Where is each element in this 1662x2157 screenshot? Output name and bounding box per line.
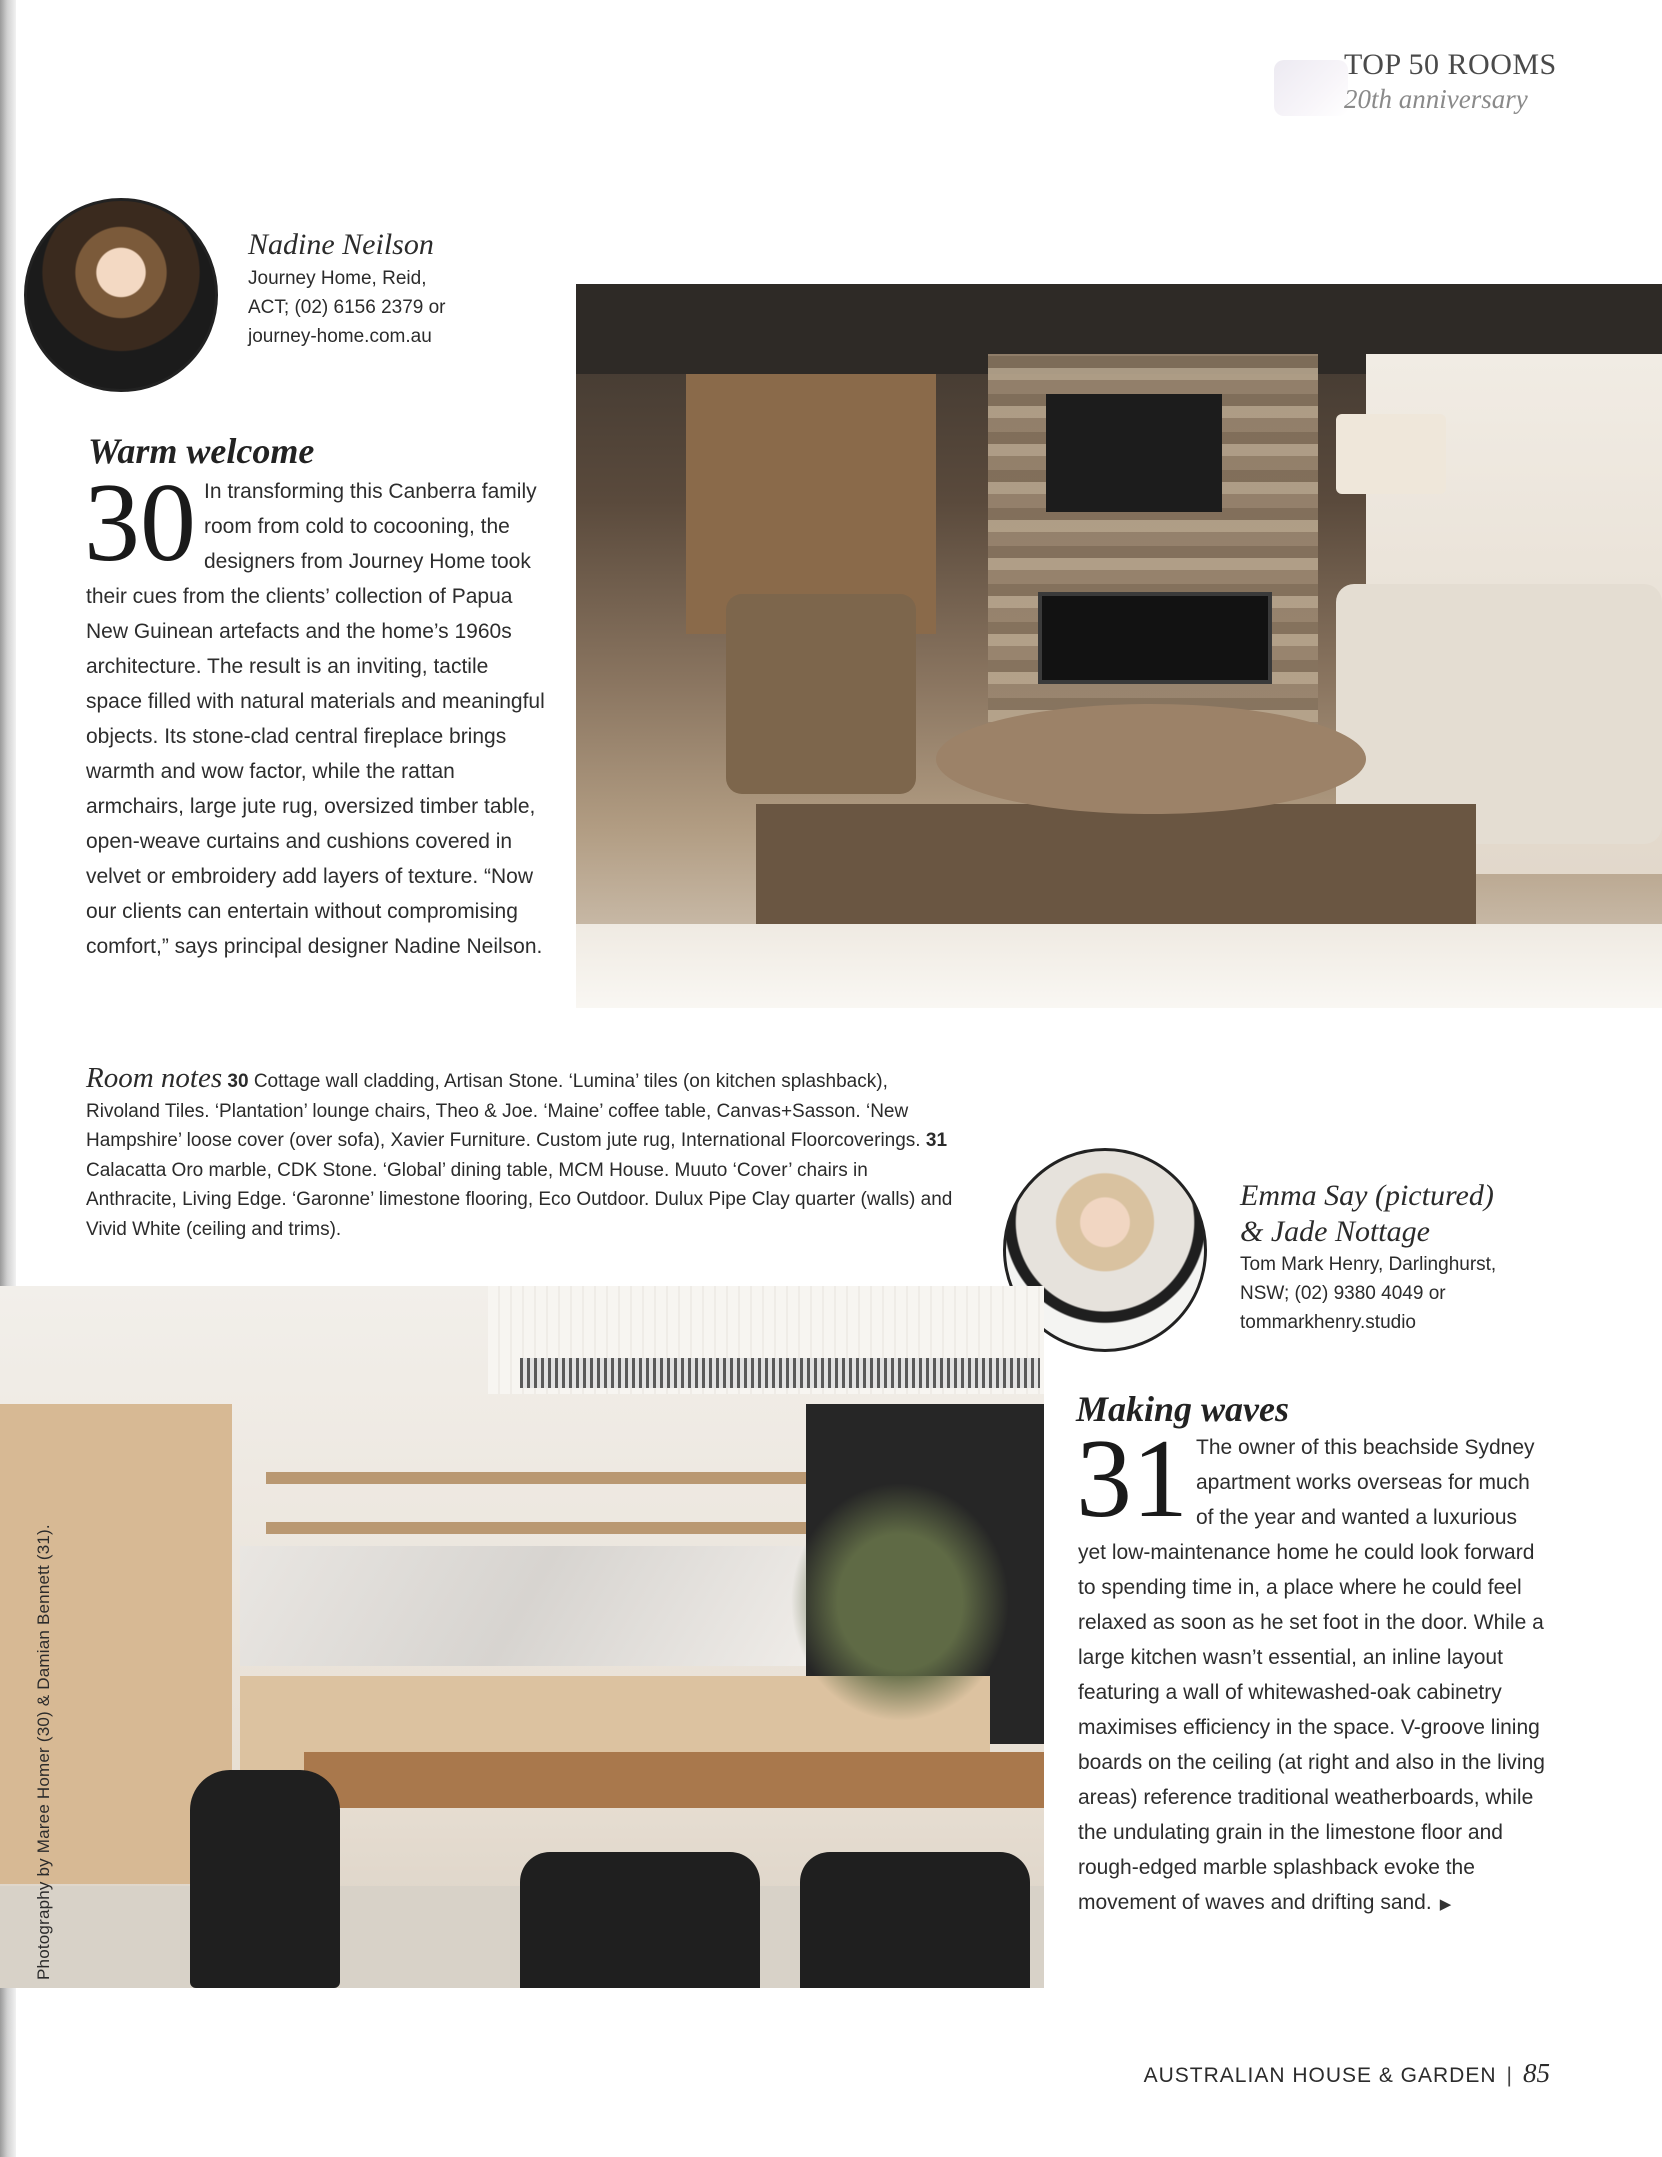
photo-dining-chair bbox=[190, 1770, 340, 1988]
feature-31-number: 31 bbox=[1076, 1417, 1188, 1541]
section-subtitle: 20th anniversary bbox=[1344, 84, 1528, 114]
page-footer bbox=[1144, 2058, 1550, 2089]
photo-dining-chair bbox=[800, 1852, 1030, 1988]
photo-dining-chair bbox=[520, 1852, 760, 1988]
designer-1-info-line: Journey Home, Reid, bbox=[248, 268, 427, 289]
photo-open-shelf bbox=[266, 1522, 806, 1534]
photo-coffee-table bbox=[936, 704, 1366, 814]
photo-dining-table bbox=[304, 1752, 1044, 1808]
photo-plant bbox=[790, 1482, 1010, 1722]
designer-1-portrait bbox=[24, 198, 218, 392]
photo-open-shelf bbox=[266, 1472, 806, 1484]
room-notes-30-text: Cottage wall cladding, Artisan Stone. ‘Lumina’ tiles (on kitchen splashback), Rivoland Tiles. ‘Plantation’ lounge chairs, Theo & Joe. ‘Maine’ coffee table, Canvas+Sasson. ‘New Hampshire’ loose cover (over sofa), Xavier Furniture. Custom jute rug, International Floorcoverings. bbox=[86, 1071, 921, 1151]
room-notes-label: Room notes bbox=[86, 1062, 223, 1094]
designer-2-name-line: & Jade Nottage bbox=[1240, 1215, 1430, 1248]
room-notes bbox=[86, 1064, 956, 1244]
room-notes-30-number: 30 bbox=[227, 1071, 249, 1092]
photo-air-vent bbox=[520, 1358, 1040, 1388]
designer-1-name: Nadine Neilson bbox=[248, 228, 434, 261]
feature-30-text: In transforming this Canberra family room from cold to cocooning, the designers from Journey Home took their cues from the clients’ collection of Papua New Guinean artefacts and the home’s 1960s architecture. The result is an inviting, tactile space filled with natural materials and meaningful objects. Its stone-clad central fireplace brings warmth and wow factor, while the rattan armchairs, large jute rug, oversized timber table, open-weave curtains and cushions covered in velvet or embroidery add layers of texture. “Now our clients can entertain without compromising comfort,” says principal designer Nadine Neilson. bbox=[86, 480, 545, 958]
designer-1-info-line: ACT; (02) 6156 2379 or bbox=[248, 297, 446, 318]
section-title: TOP 50 ROOMS bbox=[1344, 48, 1557, 81]
designer-2-website-link[interactable]: tommarkhenry.studio bbox=[1240, 1312, 1416, 1333]
photo-foreground-throw bbox=[576, 924, 1662, 1008]
photo-marble-splashback bbox=[240, 1546, 806, 1666]
feature-30-body bbox=[84, 461, 546, 964]
designer-2-name-line: Emma Say (pictured) bbox=[1240, 1179, 1494, 1212]
photo-kitchen-dining bbox=[0, 1286, 1044, 1988]
page-number: 85 bbox=[1523, 2058, 1550, 2088]
designer-1-info bbox=[248, 264, 488, 351]
magazine-name: AUSTRALIAN HOUSE & GARDEN bbox=[1143, 2064, 1497, 2087]
footer-separator: | bbox=[1506, 2064, 1513, 2087]
feature-30-title: Warm welcome bbox=[88, 431, 315, 471]
photo-fire-box bbox=[1038, 592, 1272, 684]
designer-2-info-line: Tom Mark Henry, Darlinghurst, bbox=[1240, 1254, 1497, 1275]
feature-31-title: Making waves bbox=[1076, 1389, 1290, 1429]
photo-rattan-chair bbox=[726, 594, 916, 794]
room-notes-31-number: 31 bbox=[925, 1130, 948, 1151]
feature-31-text: The owner of this beachside Sydney apartment works overseas for much of the year and wanted a luxurious yet low-maintenance home he could look forward to spending time in, a place where he could feel relaxed as soon as he set foot in the door. While a large kitchen wasn’t essential, an inline layout featuring a wall of whitewashed-oak cabinetry maximises efficiency in the space. V-groove lining boards on the ceiling (at right and also in the living areas) reference traditional weatherboards, while the undulating grain in the limestone floor and rough-edged marble splashback evoke the movement of waves and drifting sand. bbox=[1078, 1436, 1545, 1914]
designer-1-website-link[interactable]: journey-home.com.au bbox=[248, 326, 432, 347]
anniversary-logo-icon bbox=[1274, 60, 1348, 116]
running-header bbox=[1344, 48, 1584, 115]
designer-2-info bbox=[1240, 1250, 1570, 1337]
triangle-right-icon: ▶ bbox=[1439, 1896, 1452, 1913]
photo-television bbox=[1046, 394, 1222, 512]
designer-2-name bbox=[1240, 1178, 1494, 1250]
photo-living-room bbox=[576, 284, 1662, 1008]
feature-31-body bbox=[1076, 1417, 1548, 1922]
feature-30-number: 30 bbox=[84, 461, 196, 585]
photo-credit: Photography by Maree Homer (30) & Damian Bennett (31). bbox=[34, 1524, 53, 1980]
designer-2-info-line: NSW; (02) 9380 4049 or bbox=[1240, 1283, 1446, 1304]
photo-lamp bbox=[1336, 414, 1446, 494]
room-notes-31-text: Calacatta Oro marble, CDK Stone. ‘Global’ dining table, MCM House. Muuto ‘Cover’ chairs in Anthracite, Living Edge. ‘Garonne’ limestone flooring, Eco Outdoor. Dulux Pipe Clay quarter (walls) and Vivid White (ceiling and trims). bbox=[86, 1159, 953, 1240]
